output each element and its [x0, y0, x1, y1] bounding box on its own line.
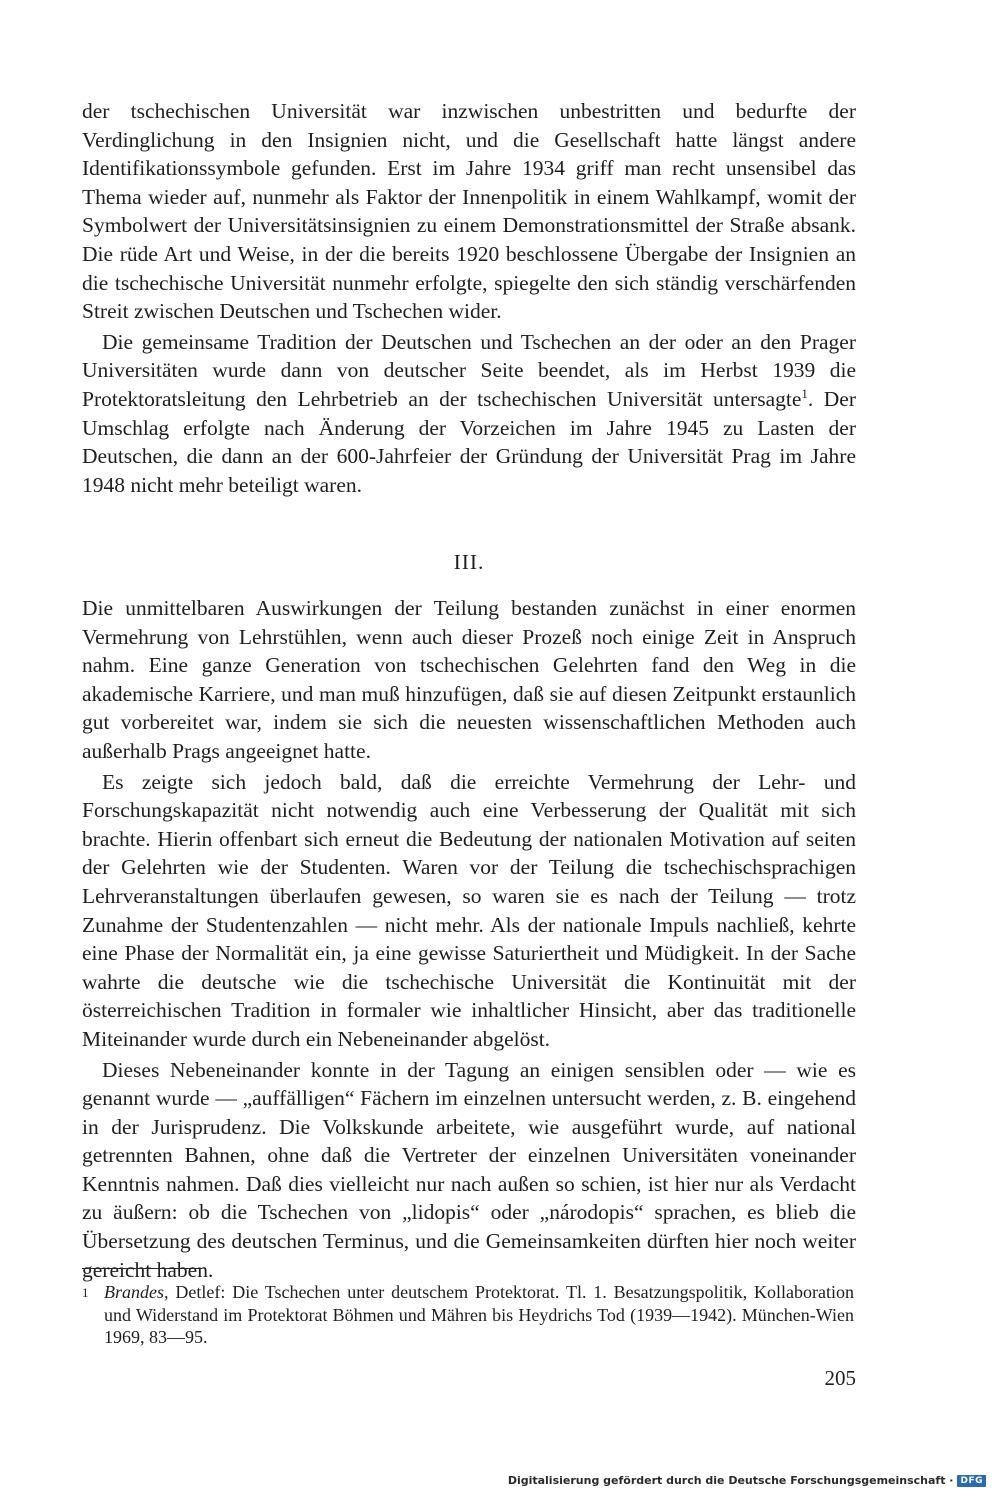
paragraph-tradition [82, 328, 856, 500]
dfg-logo-icon[interactable]: DFG [957, 1475, 986, 1487]
footnote-author: Brandes, [104, 1282, 169, 1302]
paragraph-tradition-text-b: . Der Umschlag erfolgte nach Änderung der Vorzeichen im Jahre 1945 zu Lasten der Deutschen, die dann an der 600-Jahrfeier der Gründung der Universität Prag im Jahre 1948 nicht mehr beteiligt waren. [82, 386, 856, 497]
top-text-block [82, 97, 856, 499]
footnote-text: Detlef: Die Tschechen unter deutschem Protektorat. Tl. 1. Besatzungspolitik, Kollaboration und Widerstand im Protektorat Böhmen und Mähren bis Heydrichs Tod (1939—1942). München-Wien 1969, 83—95. [104, 1282, 854, 1347]
paragraph-vermehrung: Es zeigte sich jedoch bald, daß die erreichte Vermehrung der Lehr- und Forschungskapazität nicht notwendig auch eine Verbesserung der Qualität mit sich brachte. Hierin offenbart sich erneut die Bedeutung der nationalen Motivation auf seiten der Gelehrten wie der Studenten. Waren vor der Teilung die tschechischsprachigen Lehrveranstaltungen überlaufen gewesen, so waren sie es nach der Teilung — trotz Zunahme der Studentenzahlen — nicht mehr. Als der nationale Impuls nachließ, kehrte eine Phase der Normalität ein, ja eine gewisse Saturiertheit und Müdigkeit. In der Sache wahrte die deutsche wie die tschechische Universität die Kontinuität mit der österreichischen Tradition in formaler wie inhaltlicher Hinsicht, aber das traditionelle Miteinander wurde durch ein Nebeneinander abgelöst. [82, 769, 856, 1051]
funding-footer-text: Digitalisierung gefördert durch die Deutsche Forschungsgemeinschaft · [507, 1474, 954, 1487]
paragraph-tradition-text-a: Die gemeinsame Tradition der Deutschen und Tschechen an der oder an den Prager Universitäten wurde dann von deutscher Seite beendet, als im Herbst 1939 die Protektoratsleitung den Lehrbetrieb an der tschechischen Universität untersagte [82, 329, 856, 411]
paragraph-auswirkungen: Die unmittelbaren Auswirkungen der Teilung bestanden zunächst in einer enormen Vermehrung von Lehrstühlen, wenn auch dieser Prozeß noch einige Zeit in Anspruch nahm. Eine ganze Generation von tschechischen Gelehrten fand den Weg in die akademische Karriere, und man muß hinzufügen, daß sie auf diesen Zeitpunkt erstaunlich gut vorbereitet war, indem sie sich die neuesten wissenschaftlichen Methoden auch außerhalb Prags angeeignet hatte. [82, 596, 856, 763]
footnote-body [104, 1281, 854, 1349]
section-heading: III. [453, 550, 485, 574]
footnote-reference[interactable]: 1 [801, 385, 808, 401]
section-text-block [82, 594, 856, 1284]
paragraph-continuation: der tschechischen Universität war inzwischen unbestritten und bedurfte der Verdinglichung in den Insignien nicht, und die Gesellschaft hatte längst andere Identifikationssymbole gefunden. Erst im Jahre 1934 griff man recht unsensibel das Thema wieder auf, nunmehr als Faktor der Innenpolitik in einem Wahlkampf, womit der Symbolwert der Universitätsinsignien zu einem Demonstrationsmittel der Straße absank. Die rüde Art und Weise, in der die bereits 1920 beschlossene Übergabe der Insignien an die tschechische Universität nunmehr erfolgte, spiegelte den sich ständig verschärfenden Streit zwischen Deutschen und Tschechen wider. [82, 99, 856, 324]
paragraph-nebeneinander: Dieses Nebeneinander konnte in der Tagung an einigen sensiblen oder — wie es genannt wurde — „auffälligen“ Fächern im einzelnen untersucht werden, z. B. eingehend in der Jurisprudenz. Die Volkskunde arbeitete, wie ausgeführt wurde, auf national getrennten Bahnen, ohne daß die Vertreter der einzelnen Universitäten voneinander Kenntnis nahmen. Daß dies vielleicht nur nach außen so schien, ist hier nur als Verdacht zu äußern: ob die Tschechen von „lidopis“ oder „národopis“ sprachen, es blieb die Übersetzung des deutschen Terminus, und die Gemeinsamkeiten dürften hier noch weiter gereicht haben. [82, 1057, 856, 1282]
page-number: 205 [824, 1366, 856, 1390]
footnote-divider [82, 1268, 202, 1269]
footnote [82, 1281, 856, 1349]
footnote-mark: 1 [82, 1285, 89, 1300]
funding-footer [508, 1474, 986, 1487]
